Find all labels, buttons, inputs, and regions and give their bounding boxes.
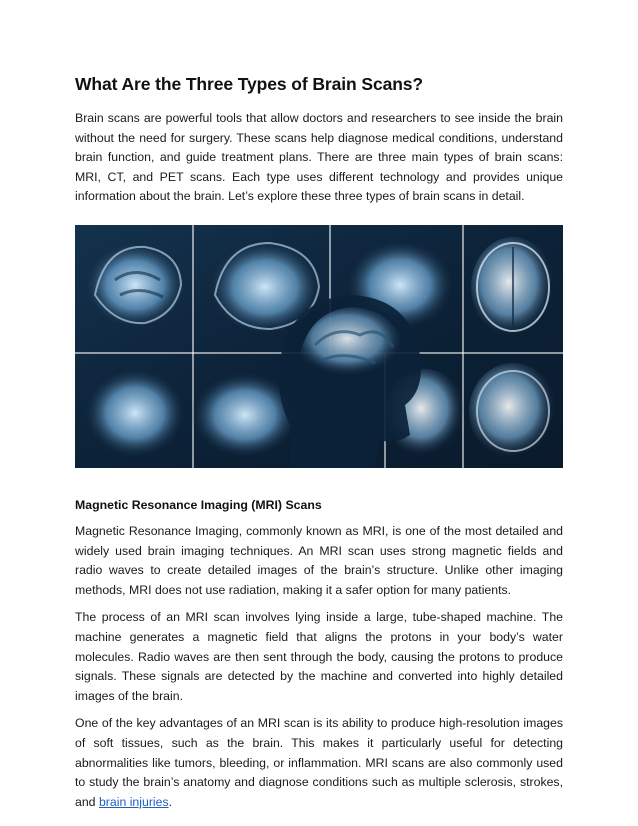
brain-injuries-link[interactable]: brain injuries xyxy=(98,794,169,809)
mri-collage-illustration xyxy=(75,225,563,468)
mri-paragraph-3-end: . xyxy=(168,794,173,809)
mri-paragraph-3 xyxy=(75,714,563,812)
intro-paragraph: Brain scans are powerful tools that allow doctors and researchers to see inside the brain without the need for surgery. These scans help diagnose medical conditions, understand brain function, and guide treatment plans. There are three main types of brain scans: MRI, CT, and PET scans. Each type uses different technology and provides unique information about the brain. Let’s explore these three types of brain scans in detail. xyxy=(75,111,563,204)
mri-paragraph-2: The process of an MRI scan involves lying inside a large, tube-shaped machine. The machine generates a magnetic field that aligns the protons in your body’s water molecules. Radio waves are then sent through the body, causing the protons to produce signals. These signals are detected by the machine and converted into highly detailed images of the brain. xyxy=(75,610,563,703)
article-body xyxy=(75,74,563,820)
section-heading: Magnetic Resonance Imaging (MRI) Scans xyxy=(75,497,322,512)
page-title: What Are the Three Types of Brain Scans? xyxy=(75,74,424,94)
mri-paragraph-3-text: One of the key advantages of an MRI scan is its ability to produce high-resolution images of soft tissues, such as the brain. This makes it particularly useful for detecting abnormalities like tumors, bleeding, or inflammation. MRI scans are also commonly used to study the brain’s anatomy and diagnose conditions such as multiple sclerosis, strokes, and xyxy=(75,716,563,809)
brain-scan-image xyxy=(75,225,563,468)
mri-paragraph-1: Magnetic Resonance Imaging, commonly known as MRI, is one of the most detailed and widely used brain imaging techniques. An MRI scan uses strong magnetic fields and radio waves to create detailed images of the brain’s structure. Unlike other imaging methods, MRI does not use radiation, making it a safer option for many patients. xyxy=(75,523,563,597)
